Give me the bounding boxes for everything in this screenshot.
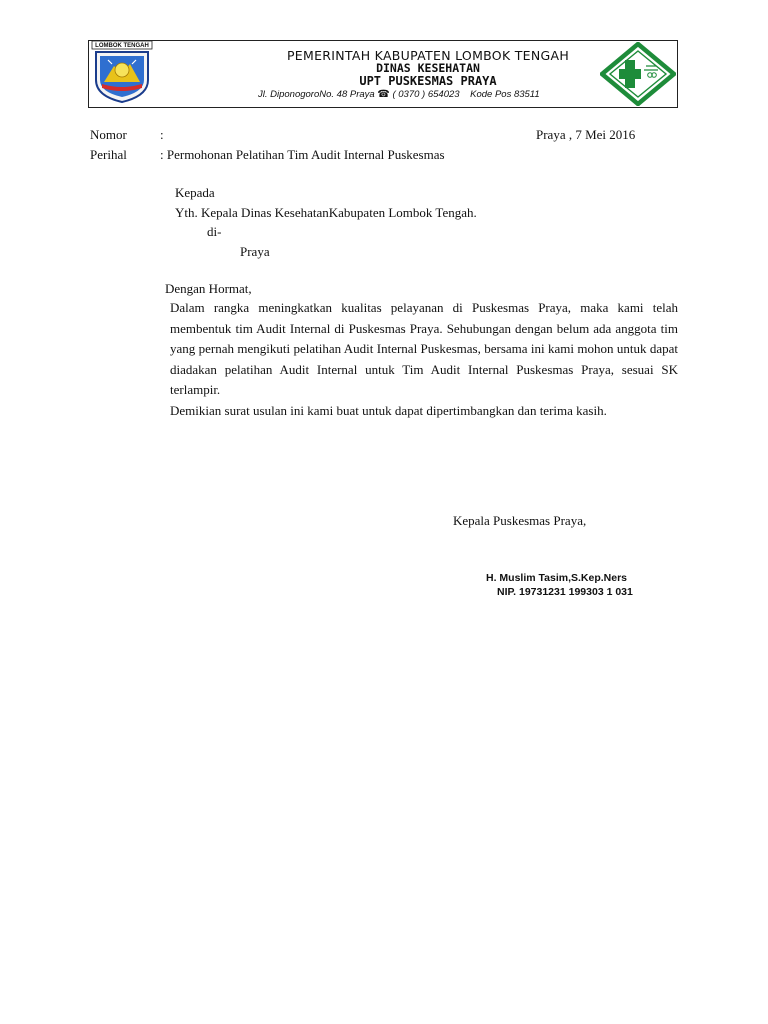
signature-nip: NIP. 19731231 199303 1 031	[497, 586, 633, 598]
nomor-label: Nomor	[90, 127, 127, 142]
letterhead-institution: UPT PUSKESMAS PRAYA	[359, 74, 497, 88]
letterhead-government: PEMERINTAH KABUPATEN LOMBOK TENGAH	[286, 48, 570, 63]
letterhead-department: DINAS KESEHATAN	[376, 61, 480, 75]
regency-emblem-icon	[90, 40, 154, 104]
puskesmas-cross-icon	[600, 42, 676, 106]
signature-name: H. Muslim Tasim,S.Kep.Ners	[486, 572, 628, 584]
address-street: Jl. DiponogoroNo. 48 Praya	[258, 89, 375, 100]
recipient-di: di-	[207, 224, 222, 239]
greeting: Dengan Hormat,	[165, 281, 252, 296]
body-paragraph-1: Dalam rangka meningkatkan kualitas pelayanan di Puskesmas Praya, maka kami telah membentuk tim Audit Internal di Puskesmas Praya. Sehubungan dengan belum ada anggota tim yang pernah mengikuti pelatihan Audit Internal Puskesmas, bersama ini kami mohon untuk dapat diadakan pelatihan Audit Internal untuk Tim Audit Internal Puskesmas Praya, sesuai SK terlampir.	[170, 300, 678, 397]
body-paragraph-2: Demikian surat usulan ini kami buat untuk dapat dipertimbangkan dan terima kasih.	[170, 402, 607, 418]
letter-date: Praya , 7 Mei 2016	[536, 127, 636, 142]
letter-body	[170, 298, 678, 421]
perihal-value: : Permohonan Pelatihan Tim Audit Internal Puskesmas	[160, 147, 445, 162]
phone-icon: ☎	[377, 89, 390, 100]
left-logo-caption: LOMBOK TENGAH	[95, 43, 149, 50]
letterhead-address	[258, 89, 540, 100]
address-postal: Kode Pos 83511	[470, 89, 540, 100]
recipient-line: Yth. Kepala Dinas KesehatanKabupaten Lombok Tengah.	[175, 205, 477, 220]
recipient-kepada: Kepada	[175, 185, 215, 200]
signature-title: Kepala Puskesmas Praya,	[453, 513, 587, 528]
address-phone: ( 0370 ) 654023	[392, 89, 460, 100]
nomor-colon: :	[160, 127, 164, 142]
perihal-label: Perihal	[90, 147, 127, 162]
recipient-place: Praya	[240, 244, 270, 259]
